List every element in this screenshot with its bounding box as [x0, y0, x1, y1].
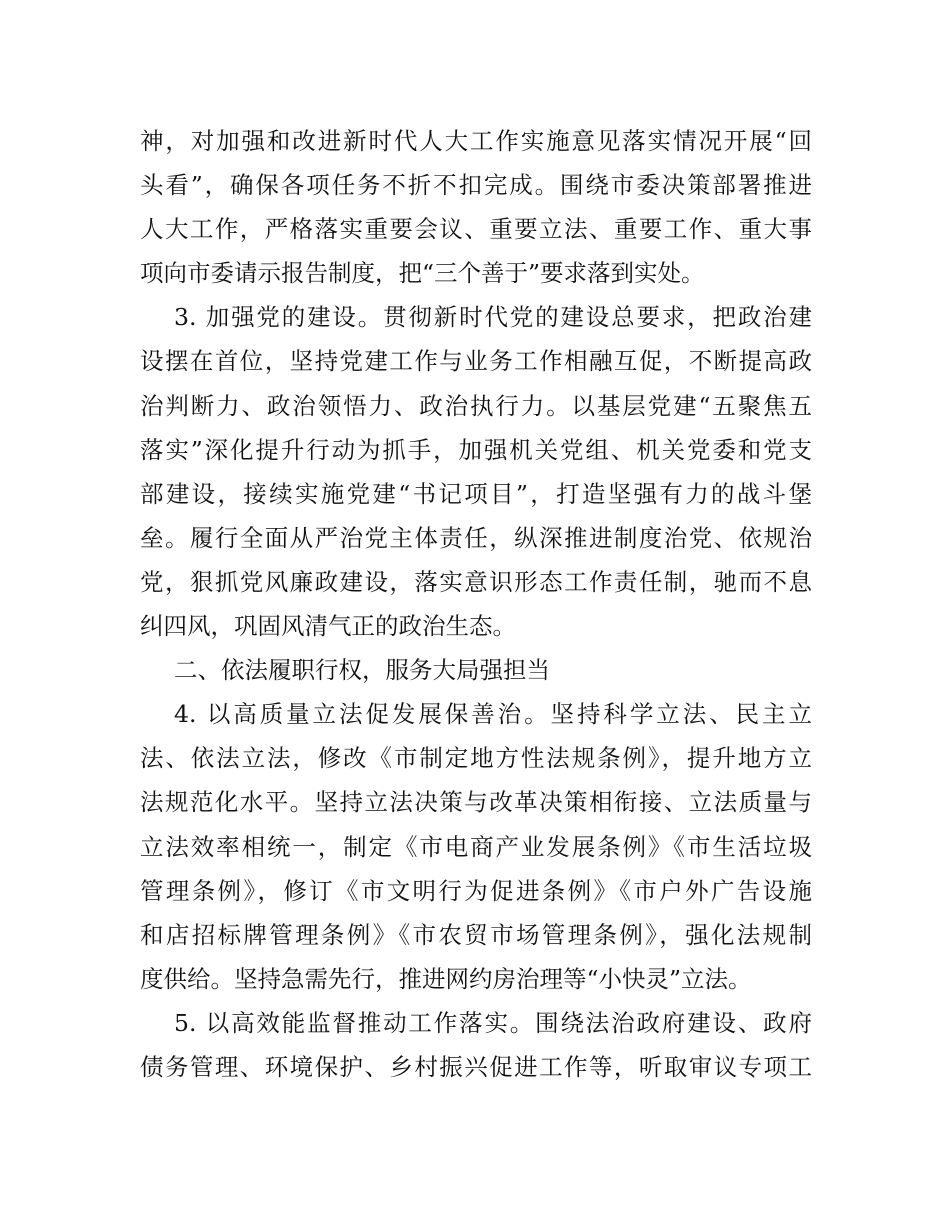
section-heading: 二、依法履职行权，服务大局强担当	[174, 656, 550, 685]
paragraph-line: 垒。履行全面从严治党主体责任，纵深推进制度治党、依规治	[140, 523, 812, 552]
paragraph-line: 5. 以高效能监督推动工作落实。围绕法治政府建设、政府	[174, 1008, 812, 1037]
paragraph-line: 3. 加强党的建设。贯彻新时代党的建设总要求，把政治建	[174, 303, 812, 332]
paragraph-line: 管理条例》，修订《市文明行为促进条例》《市户外广告设施	[140, 876, 812, 905]
paragraph-line: 落实”深化提升行动为抓手，加强机关党组、机关党委和党支	[140, 435, 812, 464]
paragraph-line: 法规范化水平。坚持立法决策与改革决策相衔接、立法质量与	[140, 788, 812, 817]
paragraph-line: 债务管理、环境保护、乡村振兴促进工作等，听取审议专项工	[140, 1052, 812, 1081]
paragraph-line: 党，狠抓党风廉政建设，落实意识形态工作责任制，驰而不息	[140, 567, 812, 596]
paragraph-line: 项向市委请示报告制度，把“三个善于”要求落到实处。	[140, 259, 705, 288]
paragraph-line: 纠四风，巩固风清气正的政治生态。	[140, 612, 516, 641]
paragraph-line: 4. 以高质量立法促发展保善治。坚持科学立法、民主立	[174, 700, 812, 729]
paragraph-line: 头看”，确保各项任务不折不扣完成。围绕市委决策部署推进	[140, 171, 812, 200]
paragraph-line: 度供给。坚持急需先行，推进网约房治理等“小快灵”立法。	[140, 964, 752, 993]
paragraph-line: 治判断力、政治领悟力、政治执行力。以基层党建“五聚焦五	[140, 391, 812, 420]
paragraph-line: 神，对加强和改进新时代人大工作实施意见落实情况开展“回	[140, 127, 812, 155]
paragraph-line: 设摆在首位，坚持党建工作与业务工作相融互促，不断提高政	[140, 347, 812, 376]
paragraph-line: 立法效率相统一，制定《市电商产业发展条例》《市生活垃圾	[140, 832, 812, 861]
paragraph-line: 部建设，接续实施党建“书记项目”，打造坚强有力的战斗堡	[140, 479, 812, 508]
paragraph-line: 法、依法立法，修改《市制定地方性法规条例》，提升地方立	[140, 744, 812, 773]
paragraph-line: 人大工作，严格落实重要会议、重要立法、重要工作、重大事	[140, 215, 812, 244]
document-body	[140, 119, 812, 1089]
paragraph-line: 和店招标牌管理条例》《市农贸市场管理条例》，强化法规制	[140, 920, 812, 949]
